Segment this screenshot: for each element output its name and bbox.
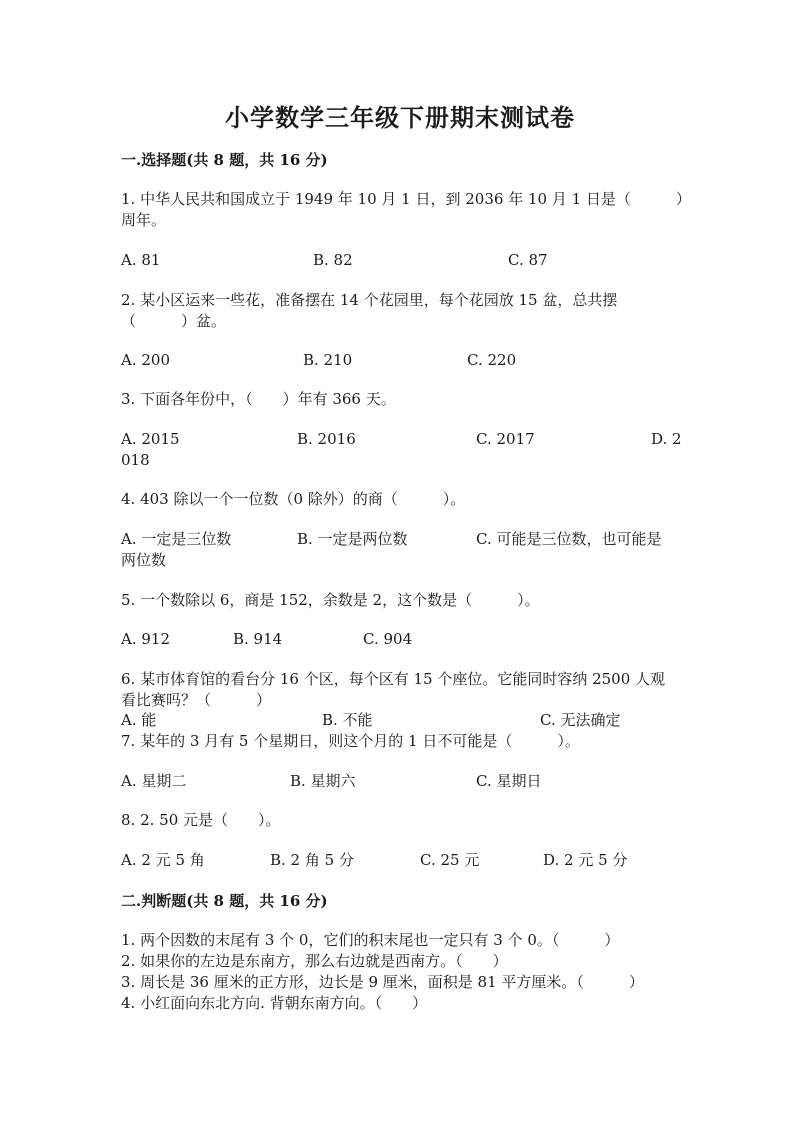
question-2-line-1: 2. 某小区运来一些花，准备摆在 14 个花园里，每个花园放 15 盆，总共摆 xyxy=(121,291,618,309)
judgement-item-1: 1. 两个因数的末尾有 3 个 0，它们的积末尾也一定只有 3 个 0。（ ） xyxy=(121,931,620,949)
question-2-line-2: （ ）盆。 xyxy=(121,312,227,330)
judgement-item-2: 2. 如果你的左边是东南方，那么右边就是西南方。（ ） xyxy=(121,952,508,970)
question-6-option-b: B. 不能 xyxy=(322,711,373,729)
question-6-option-a: A. 能 xyxy=(121,711,157,729)
question-1-option-b: B. 82 xyxy=(313,251,353,269)
question-1-line-1: 1. 中华人民共和国成立于 1949 年 10 月 1 日，到 2036 年 10 月 1 日是（ ） xyxy=(121,190,691,208)
judgement-item-3: 3. 周长是 36 厘米的正方形，边长是 9 厘米，面积是 81 平方厘米。（ ） xyxy=(121,973,644,991)
question-5-option-a: A. 912 xyxy=(121,630,170,648)
question-3-option-d: D. 2 xyxy=(651,430,682,448)
section-heading-judgement: 二.判断题(共 8 题，共 16 分) xyxy=(121,892,328,910)
question-1-option-c: C. 87 xyxy=(508,251,548,269)
question-7-option-b: B. 星期六 xyxy=(290,772,356,790)
question-4-line-1: 4. 403 除以一个一位数（0 除外）的商（ ）。 xyxy=(121,490,466,508)
section-heading-choice: 一.选择题(共 8 题，共 16 分) xyxy=(121,151,328,169)
question-4-option-c-wrap: 两位数 xyxy=(121,551,167,569)
question-5-option-c: C. 904 xyxy=(363,630,413,648)
question-8-option-c: C. 25 元 xyxy=(420,851,480,869)
question-4-option-c: C. 可能是三位数，也可能是 xyxy=(476,530,662,548)
question-8-line-1: 8. 2. 50 元是（ ）。 xyxy=(121,811,281,829)
question-1-option-a: A. 81 xyxy=(121,251,161,269)
page-title: 小学数学三年级下册期末测试卷 xyxy=(225,103,575,132)
question-2-option-a: A. 200 xyxy=(121,351,170,369)
question-7-option-c: C. 星期日 xyxy=(476,772,542,790)
question-5-option-b: B. 914 xyxy=(233,630,283,648)
question-1-line-2: 周年。 xyxy=(121,211,167,229)
question-5-line-1: 5. 一个数除以 6，商是 152，余数是 2，这个数是（ ）。 xyxy=(121,591,540,609)
question-4-option-b: B. 一定是两位数 xyxy=(297,530,408,548)
question-3-option-a: A. 2015 xyxy=(121,430,180,448)
question-6-option-c: C. 无法确定 xyxy=(540,711,621,729)
question-6-line-2: 看比赛吗？（ ） xyxy=(121,691,272,709)
question-7-option-a: A. 星期二 xyxy=(121,772,187,790)
judgement-item-4: 4. 小红面向东北方向. 背朝东南方向。（ ） xyxy=(121,994,428,1012)
question-8-option-d: D. 2 元 5 分 xyxy=(543,851,628,869)
question-2-option-c: C. 220 xyxy=(467,351,517,369)
question-6-line-1: 6. 某市体育馆的看台分 16 个区，每个区有 15 个座位。它能同时容纳 2500 人观 xyxy=(121,670,666,688)
question-3-option-b: B. 2016 xyxy=(297,430,356,448)
question-3-line-1: 3. 下面各年份中，（ ）年有 366 天。 xyxy=(121,390,396,408)
question-7-line-1: 7. 某年的 3 月有 5 个星期日，则这个月的 1 日不可能是（ ）。 xyxy=(121,732,580,750)
question-2-option-b: B. 210 xyxy=(303,351,353,369)
question-8-option-a: A. 2 元 5 角 xyxy=(121,851,205,869)
question-4-option-a: A. 一定是三位数 xyxy=(121,530,232,548)
question-3-option-c: C. 2017 xyxy=(476,430,535,448)
question-8-option-b: B. 2 角 5 分 xyxy=(270,851,354,869)
question-3-option-d-wrap: 018 xyxy=(121,451,150,469)
